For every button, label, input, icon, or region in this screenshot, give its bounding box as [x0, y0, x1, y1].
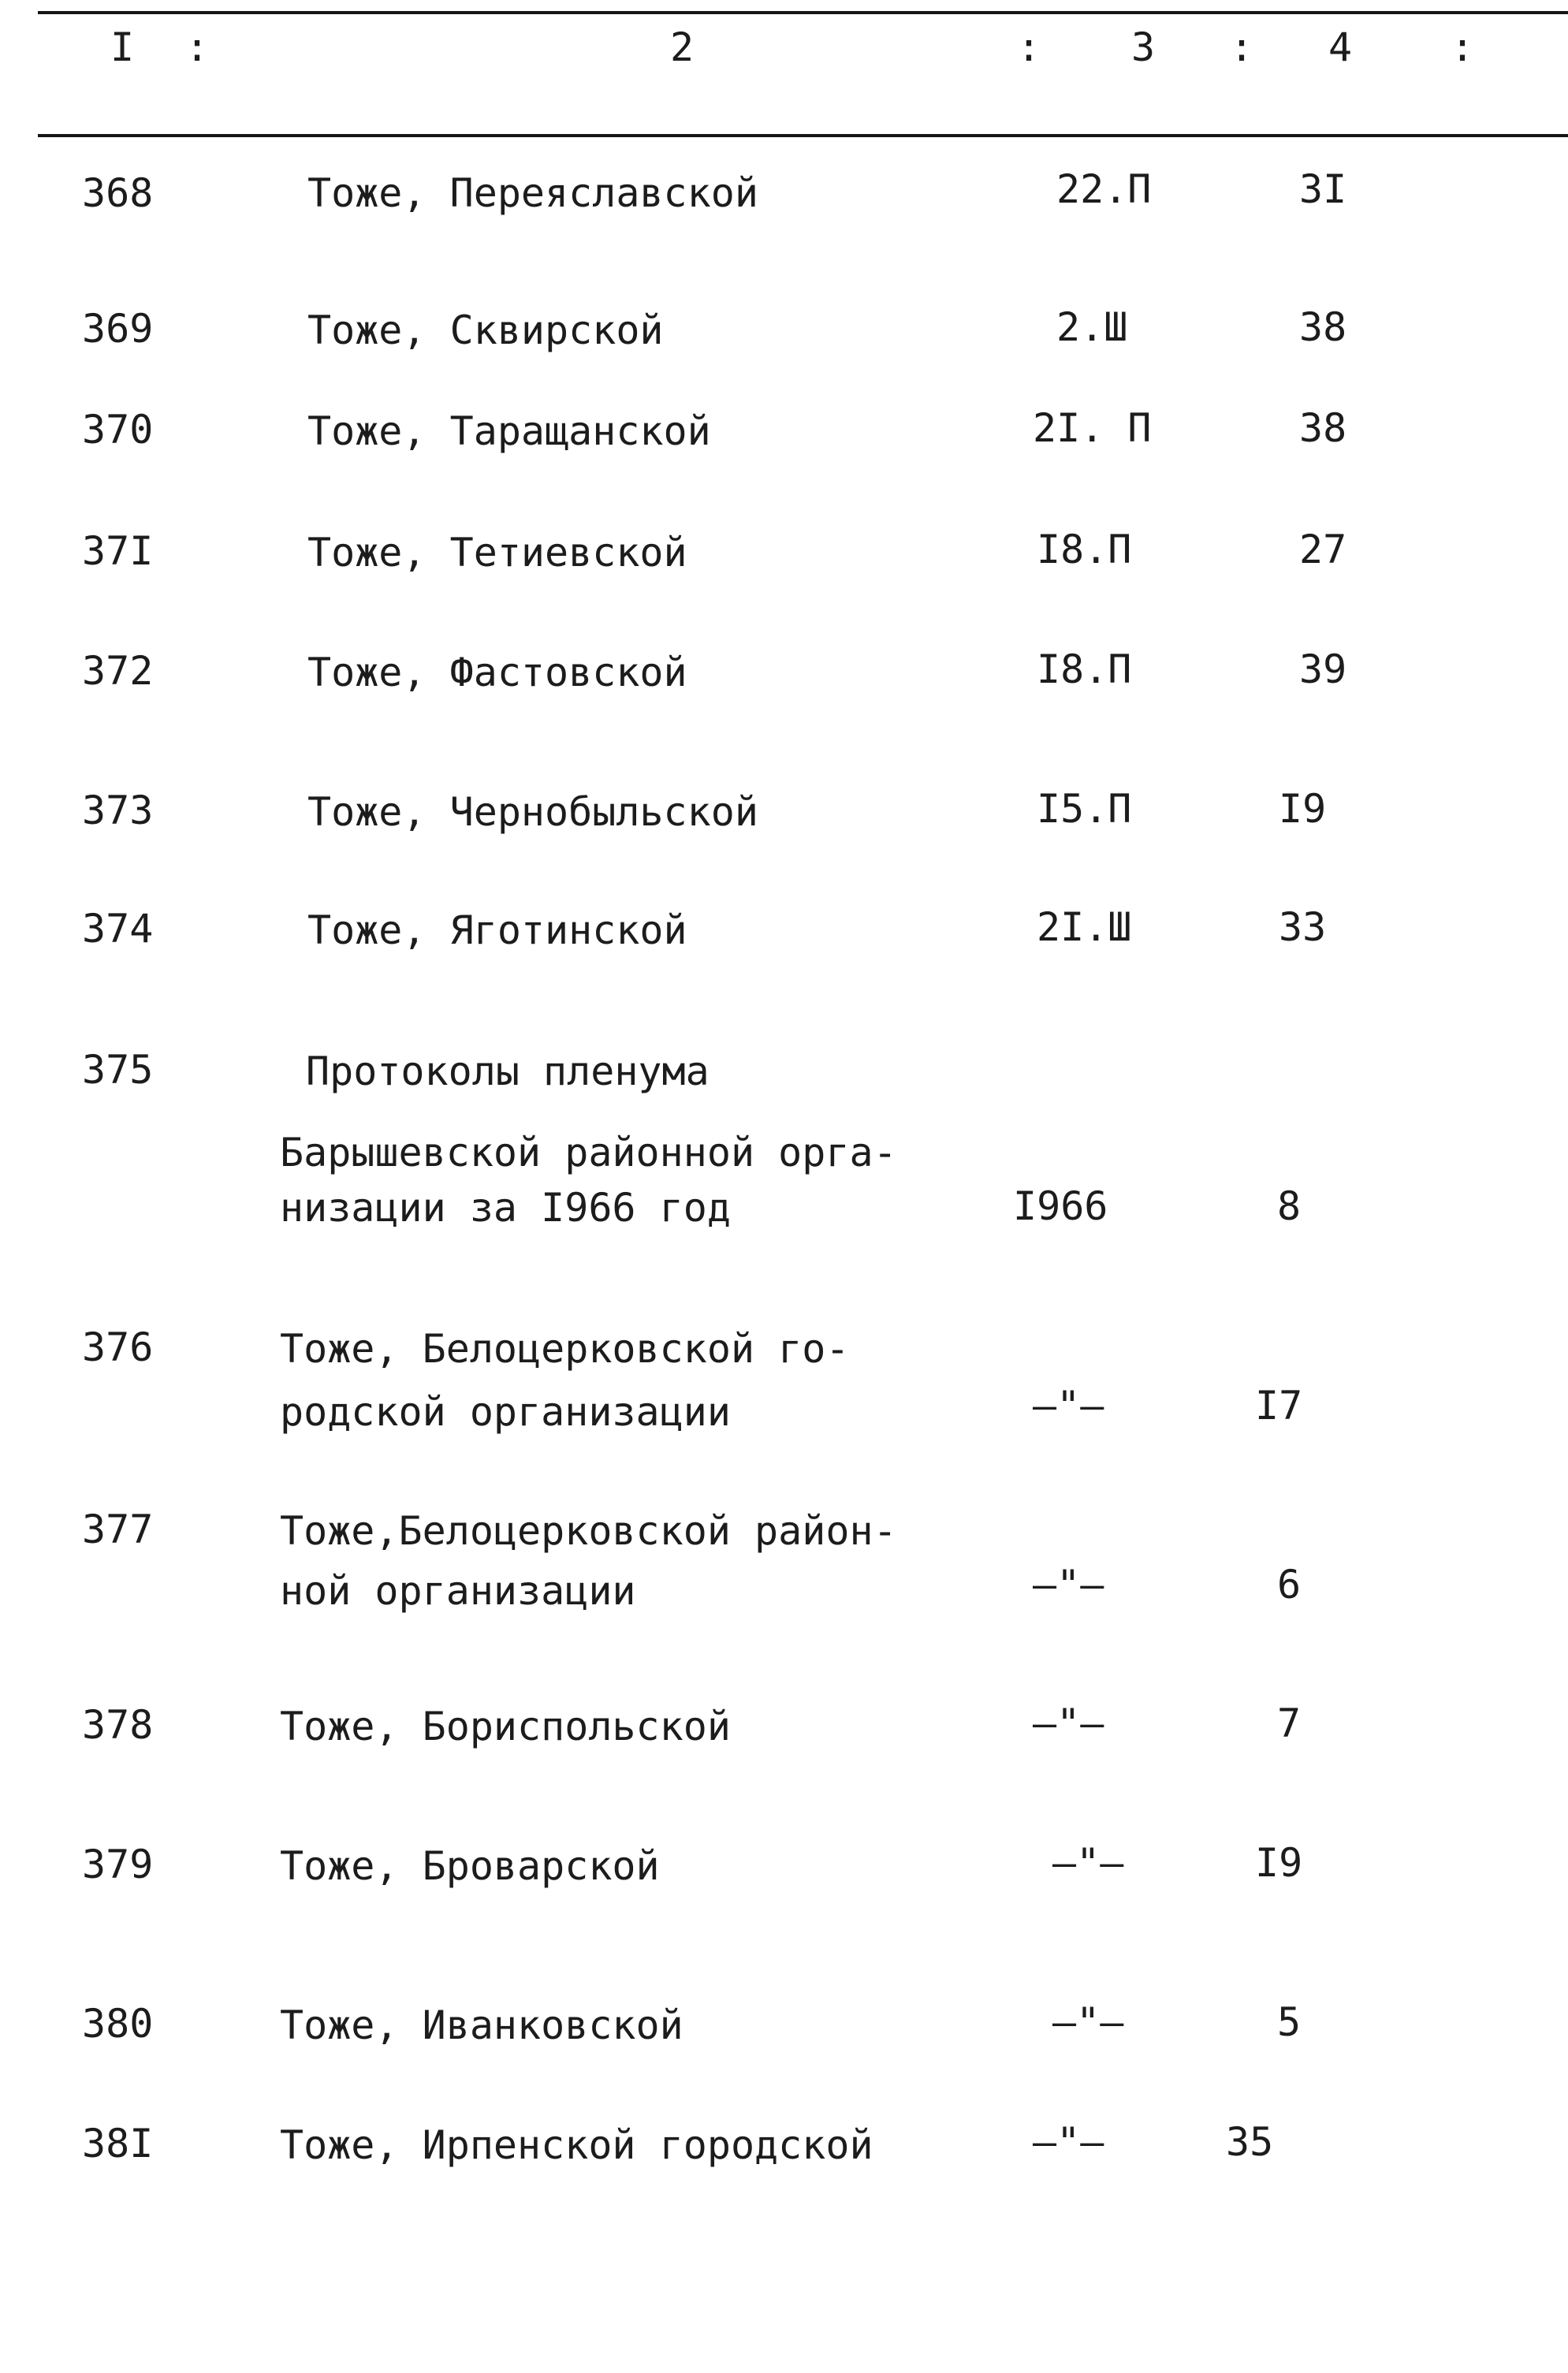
row-pages: 39 — [1299, 646, 1347, 692]
column-header-3: 3 — [1131, 24, 1156, 70]
row-number: 374 — [82, 906, 154, 952]
row-date: I8.П — [1037, 646, 1132, 692]
column-separator: : — [1230, 24, 1254, 70]
row-title: Тоже, Фастовской — [307, 650, 687, 695]
row-title-line: низации за I966 год — [280, 1185, 731, 1231]
row-number: 380 — [82, 2001, 154, 2047]
row-title: Тоже, Ирпенской городской — [280, 2122, 873, 2168]
header-rule — [38, 134, 1568, 137]
row-date: 22.П — [1056, 166, 1152, 212]
row-title-line: Тоже, Белоцерковской го- — [280, 1326, 850, 1372]
column-separator: : — [185, 24, 210, 70]
row-pages: 38 — [1299, 405, 1347, 451]
row-pages: 6 — [1277, 1562, 1302, 1607]
row-title-line: Барышевской районной орга- — [280, 1130, 897, 1175]
column-header-4: 4 — [1328, 24, 1353, 70]
row-pages: 5 — [1277, 1999, 1302, 2045]
row-pages: 35 — [1226, 2119, 1274, 2165]
row-pages: 3I — [1299, 166, 1347, 212]
row-title: Тоже, Броварской — [280, 1843, 660, 1889]
row-number: 377 — [82, 1507, 154, 1552]
row-title-line: ной организации — [280, 1568, 636, 1614]
row-title: Тоже, Переяславской — [307, 170, 758, 216]
row-date: –"– — [1033, 1701, 1104, 1746]
row-pages: 38 — [1299, 304, 1347, 350]
row-date: I966 — [1013, 1183, 1108, 1229]
row-pages: 8 — [1277, 1183, 1302, 1229]
column-separator: : — [1451, 24, 1475, 70]
row-pages: 33 — [1279, 904, 1327, 950]
row-date: –"– — [1033, 1383, 1104, 1429]
row-date: –"– — [1052, 1999, 1124, 2045]
row-title: Тоже, Таращанской — [307, 408, 711, 454]
row-number: 372 — [82, 648, 154, 694]
row-date: I5.П — [1037, 786, 1132, 832]
row-number: 369 — [82, 306, 154, 352]
row-pages: I9 — [1279, 786, 1327, 832]
row-title-line: родской организации — [280, 1389, 731, 1435]
row-pages: I7 — [1255, 1383, 1303, 1429]
row-number: 375 — [82, 1047, 154, 1093]
top-rule — [38, 11, 1568, 14]
row-number: 376 — [82, 1324, 154, 1370]
column-header-1: I — [110, 24, 135, 70]
row-pages: 27 — [1299, 527, 1347, 572]
row-date: 2I. П — [1033, 405, 1152, 451]
row-number: 37I — [82, 528, 154, 574]
row-number: 378 — [82, 1702, 154, 1748]
row-number: 370 — [82, 407, 154, 453]
column-header-2: 2 — [670, 24, 695, 70]
row-title: Тоже, Яготинской — [307, 907, 687, 953]
row-date: –"– — [1033, 2119, 1104, 2165]
row-pages: 7 — [1277, 1701, 1302, 1746]
row-number: 368 — [82, 170, 154, 216]
row-date: I8.П — [1037, 527, 1132, 572]
row-title-line: Тоже,Белоцерковской район- — [280, 1508, 897, 1554]
row-date: –"– — [1052, 1840, 1124, 1886]
row-number: 38I — [82, 2121, 154, 2166]
row-title: Тоже, Бориспольской — [280, 1704, 731, 1749]
row-date: 2.Ш — [1056, 304, 1128, 350]
row-title: Тоже, Тетиевской — [307, 530, 687, 576]
row-title: Тоже, Чернобыльской — [307, 789, 758, 835]
row-number: 373 — [82, 788, 154, 833]
row-number: 379 — [82, 1842, 154, 1887]
column-separator: : — [1017, 24, 1041, 70]
row-title-line: Протоколы пленума — [306, 1049, 710, 1094]
row-date: –"– — [1033, 1562, 1104, 1607]
row-title: Тоже, Иванковской — [280, 2002, 683, 2048]
row-date: 2I.Ш — [1037, 904, 1132, 950]
row-pages: I9 — [1255, 1840, 1303, 1886]
row-title: Тоже, Сквирской — [307, 307, 664, 353]
